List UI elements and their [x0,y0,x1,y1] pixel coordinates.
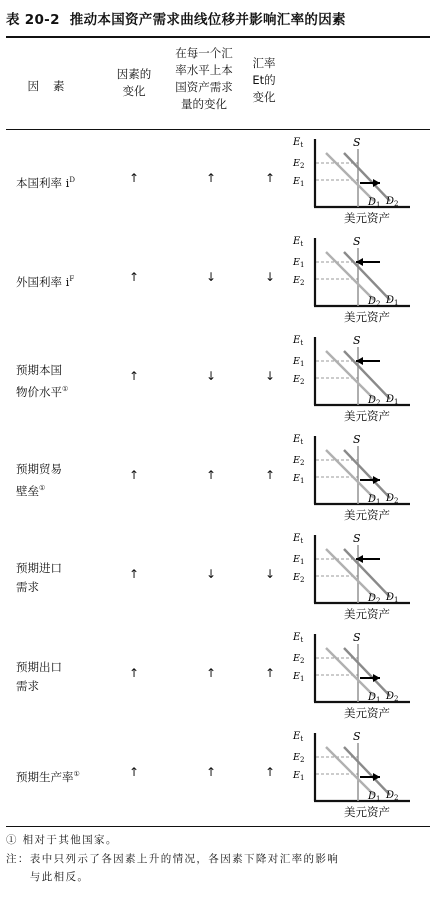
demand-arrow: ↑ [205,765,217,779]
shift-graph [292,133,420,229]
rate-label-upper: $E_2$ [293,455,305,467]
top-rule [6,36,430,38]
demand-label-left: $D_1$ [368,791,381,803]
header-rule [6,129,430,130]
axis-y-label: $E_t$ [293,335,304,347]
rate-label-lower: $E_2$ [293,374,305,386]
change-arrow: ↑ [128,765,140,779]
change-arrow: ↑ [128,270,140,284]
x-axis-label: 美元资产 [344,409,390,423]
rate-label-lower: $E_2$ [293,275,305,287]
rate-label-upper: $E_2$ [293,158,305,170]
factor-label: 外国利率 $i^F$ [16,274,75,289]
rate-label-upper: $E_1$ [293,257,305,269]
bottom-rule [6,826,430,827]
rate-label-lower: $E_1$ [293,473,305,485]
demand-arrow: ↓ [205,567,217,581]
x-axis-label: 美元资产 [344,607,390,621]
demand-label-left: $D_1$ [368,494,381,506]
table-title [6,8,430,28]
demand-arrow: ↑ [205,468,217,482]
table-row [6,430,430,530]
supply-label: S [353,433,361,446]
factor-label: 预期贸易 壁垒① [16,462,62,498]
table-number: 表 20-2 [6,12,60,28]
table-row [6,133,430,233]
demand-arrow: ↓ [205,369,217,383]
table-note: 注：表中只列示了各因素上升的情况，各因素下降对汇率的影响 [6,853,340,865]
change-arrow: ↑ [128,567,140,581]
factor-label: 预期生产率① [16,769,80,784]
shift-graph [292,430,420,526]
demand-label-left: $D_2$ [368,593,381,605]
x-axis-label: 美元资产 [344,805,390,819]
x-axis-label: 美元资产 [344,706,390,720]
header-factor: 因素 [27,79,79,93]
footnote: ① 相对于其他国家。 [6,834,118,846]
supply-label: S [353,730,361,743]
demand-label-left: $D_2$ [368,395,381,407]
supply-label: S [353,532,361,545]
demand-arrow: ↓ [205,270,217,284]
rate-arrow: ↓ [264,270,276,284]
demand-label-right: $D_2$ [386,691,399,703]
demand-label-left: $D_1$ [368,692,381,704]
rate-arrow: ↓ [264,567,276,581]
supply-label: S [353,631,361,644]
demand-arrow: ↑ [205,171,217,185]
rate-label-upper: $E_1$ [293,554,305,566]
demand-label-right: $D_2$ [386,790,399,802]
factor-label: 本国利率 $i^D$ [16,175,75,190]
rate-arrow: ↑ [264,171,276,185]
demand-label-left: $D_1$ [368,197,381,209]
rate-label-lower: $E_1$ [293,176,305,188]
x-axis-label: 美元资产 [344,508,390,522]
rate-label-upper: $E_2$ [293,752,305,764]
rate-label-lower: $E_1$ [293,770,305,782]
table-row [6,727,430,827]
demand-label-right: $D_1$ [386,295,399,307]
table-row [6,232,430,332]
supply-label: S [353,235,361,248]
factor-label: 预期进口 需求 [16,561,62,594]
demand-label-right: $D_2$ [386,196,399,208]
table-row [6,529,430,629]
header-demand-change: 在每一个汇 率水平上本 国资产需求 量的变化 [175,46,233,111]
x-axis-label: 美元资产 [344,211,390,225]
change-arrow: ↑ [128,369,140,383]
factor-label: 预期出口 需求 [16,660,62,693]
supply-label: S [353,136,361,149]
rate-arrow: ↑ [264,468,276,482]
axis-y-label: $E_t$ [293,632,304,644]
header-rate-change: 汇率 Et的 变化 [252,56,276,104]
change-arrow: ↑ [128,171,140,185]
rate-label-upper: $E_1$ [293,356,305,368]
table-note-cont: 与此相反。 [6,871,90,883]
axis-y-label: $E_t$ [293,533,304,545]
demand-label-left: $D_2$ [368,296,381,308]
demand-label-right: $D_1$ [386,394,399,406]
change-arrow: ↑ [128,468,140,482]
table-row [6,628,430,728]
shift-graph [292,727,420,823]
rate-label-upper: $E_2$ [293,653,305,665]
axis-y-label: $E_t$ [293,236,304,248]
demand-label-right: $D_2$ [386,493,399,505]
rate-label-lower: $E_1$ [293,671,305,683]
shift-graph [292,529,420,625]
axis-y-label: $E_t$ [293,731,304,743]
rate-arrow: ↑ [264,666,276,680]
change-arrow: ↑ [128,666,140,680]
demand-label-right: $D_1$ [386,592,399,604]
rate-label-lower: $E_2$ [293,572,305,584]
x-axis-label: 美元资产 [344,310,390,324]
header-change: 因素的 变化 [116,67,152,98]
rate-arrow: ↓ [264,369,276,383]
rate-arrow: ↑ [264,765,276,779]
shift-graph [292,628,420,724]
axis-y-label: $E_t$ [293,137,304,149]
shift-graph [292,232,420,328]
axis-y-label: $E_t$ [293,434,304,446]
shift-graph [292,331,420,427]
supply-label: S [353,334,361,347]
table-title-text: 推动本国资产需求曲线位移并影响汇率的因素 [69,12,346,28]
factor-label: 预期本国 物价水平① [16,363,69,399]
table-row [6,331,430,431]
demand-arrow: ↑ [205,666,217,680]
